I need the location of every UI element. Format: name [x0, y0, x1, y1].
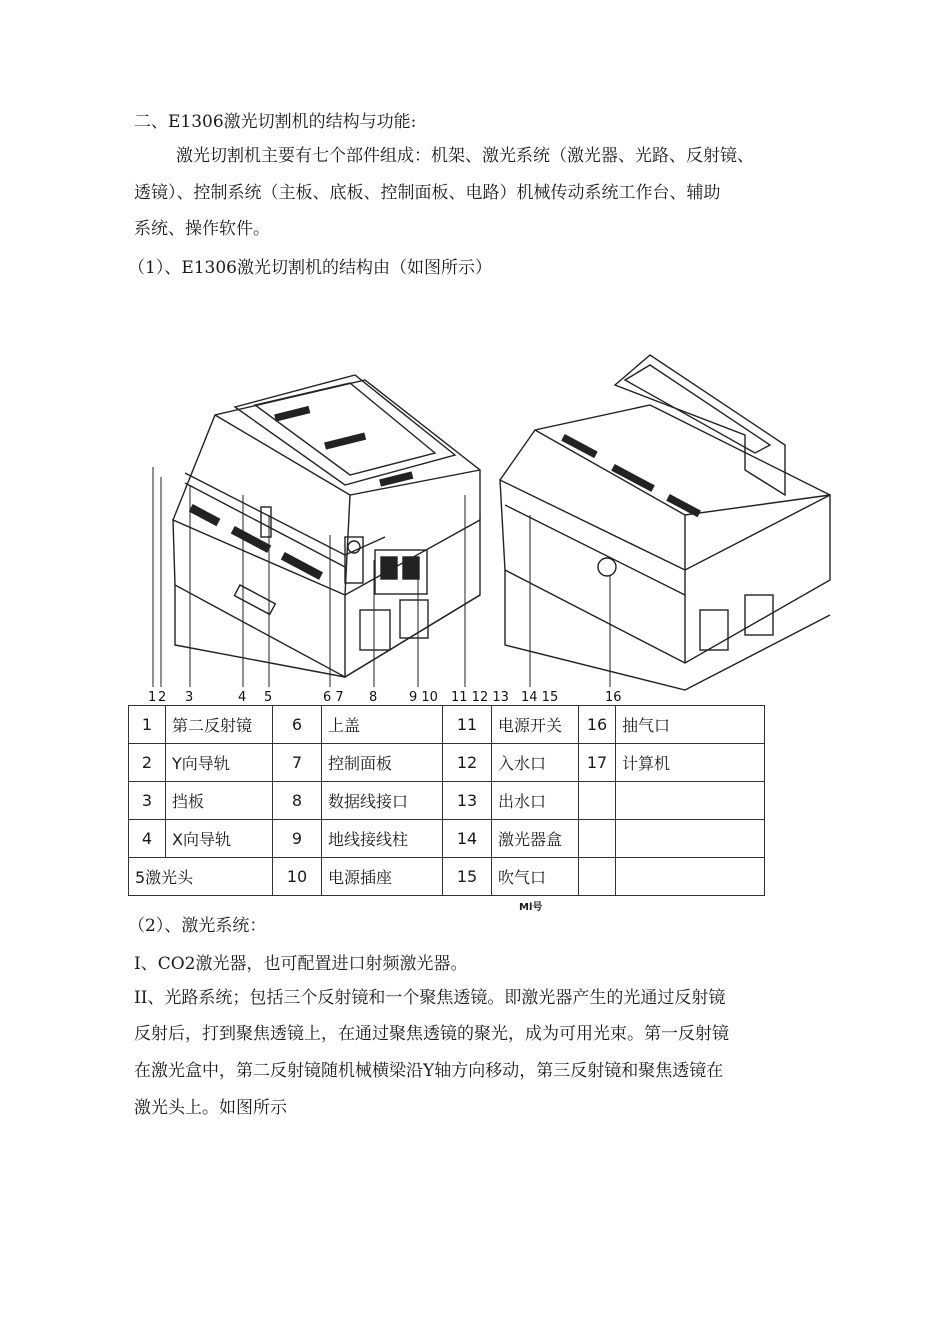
- part-name: Y向导轨: [166, 744, 273, 782]
- laser-system-line-3: 反射后，打到聚焦透镜上，在通过聚焦透镜的聚光，成为可用光束。第一反射镜: [134, 1024, 729, 1044]
- part-number: 9: [273, 820, 322, 858]
- part-number: 7: [273, 744, 322, 782]
- part-name: 出水口: [492, 782, 579, 820]
- part-number: 4: [129, 820, 166, 858]
- part-name: 挡板: [166, 782, 273, 820]
- table-row: [129, 820, 765, 858]
- part-number: 3: [129, 782, 166, 820]
- intro-line-1: 激光切割机主要有七个部件组成：机架、激光系统（激光器、光路、反射镜、: [176, 146, 754, 166]
- laser-cutter-illustration: [145, 345, 835, 705]
- part-number: 17: [579, 744, 616, 782]
- part-number: 6: [273, 706, 322, 744]
- part-number: [579, 858, 616, 896]
- part-name: 上盖: [322, 706, 443, 744]
- callout-4: 4: [238, 690, 247, 705]
- part-name: 激光器盒: [492, 820, 579, 858]
- callout-11-13: 11 12 13: [451, 690, 509, 705]
- callout-2: 2: [158, 690, 167, 705]
- callout-3: 3: [185, 690, 194, 705]
- structure-subheading: （1）、E1306激光切割机的结构由（如图所示）: [128, 258, 492, 278]
- part-name: 电源开关: [492, 706, 579, 744]
- parts-table: [128, 705, 765, 896]
- part-number: 2: [129, 744, 166, 782]
- laser-system-line-1: I、CO2激光器，也可配置进口射频激光器。: [134, 954, 468, 974]
- part-number: [579, 820, 616, 858]
- part-name: [616, 782, 765, 820]
- callout-16: 16: [605, 690, 622, 705]
- callout-6-7: 6 7: [323, 690, 344, 705]
- part-name: 电源插座: [322, 858, 443, 896]
- part-number: 11: [443, 706, 492, 744]
- table-row: [129, 744, 765, 782]
- part-name: [616, 820, 765, 858]
- part-number: 8: [273, 782, 322, 820]
- callout-5: 5: [264, 690, 273, 705]
- callout-14-15: 14 15: [521, 690, 559, 705]
- part-name: 数据线接口: [322, 782, 443, 820]
- table-row: [129, 782, 765, 820]
- table-row: [129, 706, 765, 744]
- intro-line-3: 系统、操作软件。: [134, 219, 270, 239]
- figure-caption: Ml号: [519, 902, 543, 913]
- part-name: 控制面板: [322, 744, 443, 782]
- part-number: 14: [443, 820, 492, 858]
- part-name: 地线接线柱: [322, 820, 443, 858]
- part-name: X向导轨: [166, 820, 273, 858]
- part-number: 12: [443, 744, 492, 782]
- callout-1: 1: [148, 690, 157, 705]
- laser-system-subheading: （2）、激光系统：: [128, 916, 267, 936]
- part-name: 吹气口: [492, 858, 579, 896]
- section-heading: 二、E1306激光切割机的结构与功能:: [134, 112, 417, 132]
- part-name: [616, 858, 765, 896]
- part-name: 入水口: [492, 744, 579, 782]
- part-number: 10: [273, 858, 322, 896]
- callout-9-10: 9 10: [409, 690, 438, 705]
- callout-8: 8: [369, 690, 378, 705]
- laser-system-line-5: 激光头上。如图所示: [134, 1098, 287, 1118]
- part-name: 抽气口: [616, 706, 765, 744]
- part-number: 16: [579, 706, 616, 744]
- part-number: 13: [443, 782, 492, 820]
- part-name: 计算机: [616, 744, 765, 782]
- laser-system-line-2: II、光路系统；包括三个反射镜和一个聚焦透镜。即激光器产生的光通过反射镜: [134, 988, 726, 1008]
- part-name: 第二反射镜: [166, 706, 273, 744]
- intro-line-2: 透镜）、控制系统（主板、底板、控制面板、电路）机械传动系统工作台、辅助: [134, 183, 721, 203]
- part-number: [579, 782, 616, 820]
- part-number: 1: [129, 706, 166, 744]
- table-row: [129, 858, 765, 896]
- laser-system-line-4: 在激光盒中，第二反射镜随机械横梁沿Y轴方向移动，第三反射镜和聚焦透镜在: [134, 1061, 724, 1081]
- part-name: 5激光头: [129, 858, 273, 896]
- part-number: 15: [443, 858, 492, 896]
